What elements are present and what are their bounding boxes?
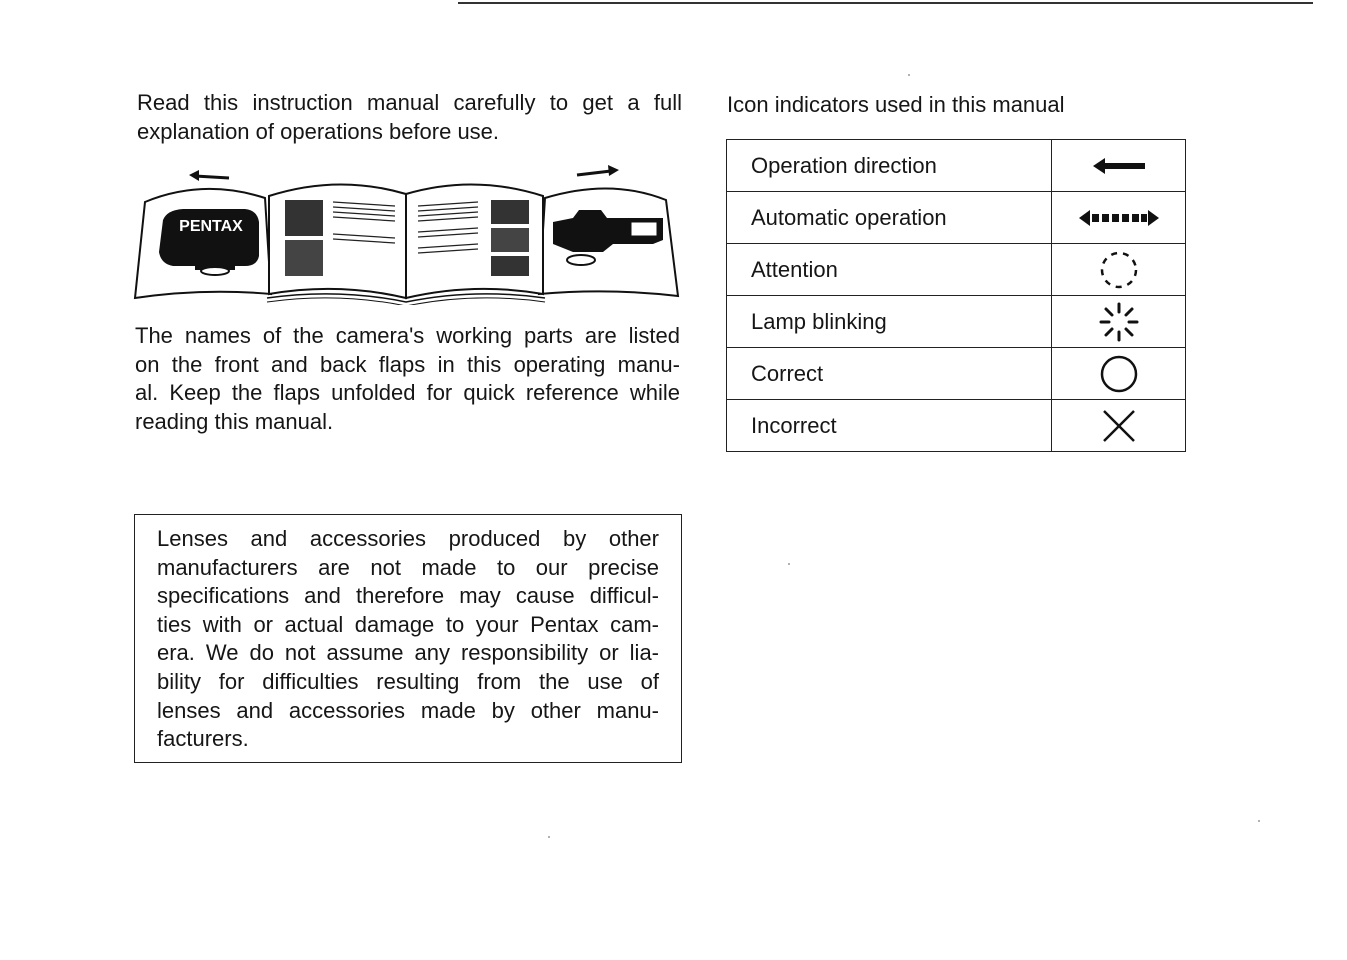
icon-label: Incorrect <box>727 400 1052 452</box>
speck <box>548 836 550 838</box>
intro-paragraph <box>137 89 682 146</box>
table-row <box>727 400 1186 452</box>
booklet-illustration <box>133 160 681 305</box>
icon-label: Correct <box>727 348 1052 400</box>
circle-icon <box>1097 352 1141 396</box>
intro-line: Read this instruction manual carefully to get a full <box>137 90 682 115</box>
table-row <box>727 296 1186 348</box>
flaps-line: al. Keep the flaps unfolded for quick reference while <box>135 380 680 405</box>
table-row <box>727 192 1186 244</box>
icon-label: Attention <box>727 244 1052 296</box>
speck <box>908 74 910 76</box>
notice-line: bility for difficulties resulting from the use of <box>157 668 659 694</box>
notice-line: manufacturers are not made to our precise <box>157 554 659 580</box>
icon-table-heading: Icon indicators used in this manual <box>727 92 1065 117</box>
notice-line: Lenses and accessories produced by other <box>157 526 659 551</box>
icon-indicator-table <box>726 139 1186 452</box>
camera-front-icon <box>159 209 259 275</box>
table-row <box>727 244 1186 296</box>
speck <box>1258 820 1260 822</box>
third-party-notice-box <box>134 514 682 763</box>
speck <box>788 563 790 565</box>
notice-line: specifications and therefore may cause difficul- <box>157 583 659 609</box>
left-arrow-icon <box>189 170 229 181</box>
arrow-left-icon <box>1089 154 1149 178</box>
pentax-logo: PENTAX <box>179 218 243 235</box>
blinking-lamp-icon <box>1096 299 1142 345</box>
notice-line: ties with or actual damage to your Pentax cam- <box>157 611 659 637</box>
double-arrow-dotted-icon <box>1077 206 1161 230</box>
notice-line: facturers. <box>157 726 249 752</box>
icon-label: Automatic operation <box>727 192 1052 244</box>
flaps-paragraph <box>135 322 680 436</box>
flaps-line: on the front and back flaps in this operating manu- <box>135 351 680 377</box>
icon-label: Lamp blinking <box>727 296 1052 348</box>
right-arrow-icon <box>577 165 619 176</box>
dashed-circle-icon <box>1097 248 1141 292</box>
top-rule <box>458 2 1313 4</box>
cross-icon <box>1097 404 1141 448</box>
icon-label: Operation direction <box>727 140 1052 192</box>
table-row <box>727 348 1186 400</box>
flaps-line: The names of the camera's working parts are listed <box>135 323 680 348</box>
notice-line: lenses and accessories made by other manu- <box>157 697 659 723</box>
intro-line: explanation of operations before use. <box>137 118 500 144</box>
notice-line: era. We do not assume any responsibility or lia- <box>157 640 659 666</box>
table-row <box>727 140 1186 192</box>
flaps-line: reading this manual. <box>135 408 334 434</box>
